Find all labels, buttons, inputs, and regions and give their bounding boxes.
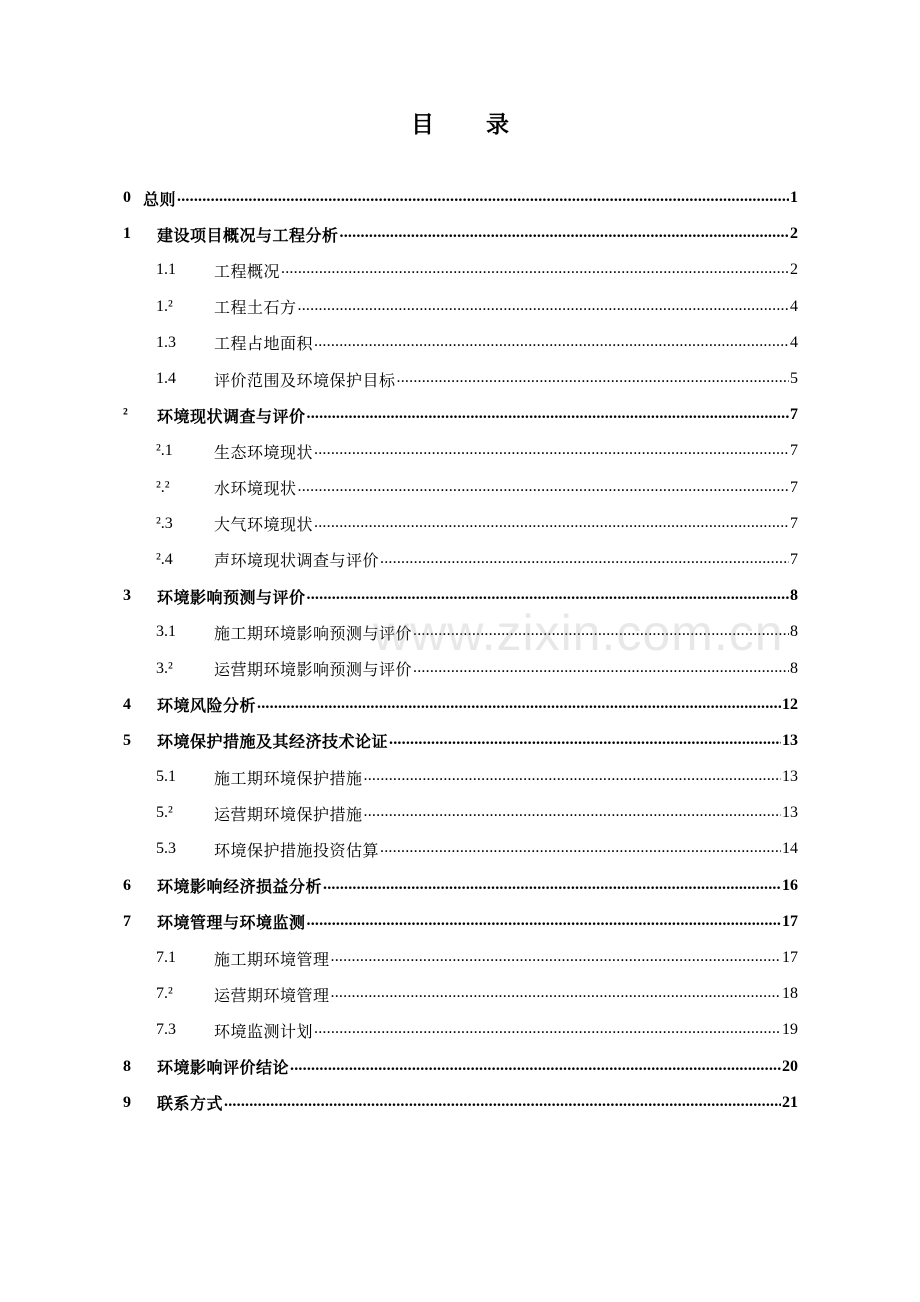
toc-entry-number: 4 [123, 695, 131, 713]
toc-dot-leader [331, 948, 781, 968]
toc-entry[interactable] [122, 687, 798, 723]
toc-entry-page-number: 21 [782, 1093, 798, 1111]
toc-entry-page-number: 19 [782, 1021, 798, 1039]
toc-entry[interactable] [122, 542, 798, 578]
toc-entry-title: 声环境现状调查与评价 [214, 553, 380, 571]
toc-entry-title: 水环境现状 [214, 481, 297, 499]
toc-entry[interactable] [122, 650, 798, 686]
toc-dot-leader [413, 659, 789, 679]
toc-dot-leader [331, 984, 781, 1004]
toc-entry[interactable] [122, 976, 798, 1012]
toc-entry-page-number: 2 [790, 261, 798, 279]
toc-dot-leader [290, 1057, 781, 1077]
toc-entry-page-number: 20 [782, 1057, 798, 1075]
toc-entry-title: 运营期环境影响预测与评价 [214, 662, 413, 680]
toc-dot-leader [307, 586, 789, 606]
toc-entry-title: 环境保护措施投资估算 [214, 842, 380, 860]
toc-entry-title: 大气环境现状 [214, 517, 314, 535]
toc-dot-leader [397, 369, 789, 389]
toc-dot-leader [364, 803, 781, 823]
toc-entry-number: ².² [156, 478, 170, 496]
toc-dot-leader [281, 260, 789, 280]
toc-entry[interactable] [122, 723, 798, 759]
toc-entry[interactable] [122, 868, 798, 904]
toc-entry-title: 工程占地面积 [214, 336, 314, 354]
toc-dot-leader [224, 1093, 781, 1113]
toc-entry-title: 环境影响经济损益分析 [157, 879, 323, 897]
toc-entry[interactable] [122, 1085, 798, 1121]
toc-entry-number: 9 [123, 1093, 131, 1111]
toc-entry-page-number: 2 [790, 225, 798, 243]
page-title: 目 录 [410, 112, 531, 138]
watermark: www.zixin.com.cn [373, 605, 784, 661]
toc-entry-number: 6 [123, 876, 131, 894]
toc-entry-page-number: 17 [782, 949, 798, 967]
toc-entry-page-number: 7 [790, 406, 798, 424]
toc-entry-title: 环境保护措施及其经济技术论证 [157, 734, 389, 752]
toc-dot-leader [380, 839, 781, 859]
toc-entry-page-number: 8 [790, 659, 798, 677]
toc-entry-page-number: 13 [782, 804, 798, 822]
toc-entry-title: 施工期环境影响预测与评价 [214, 625, 413, 643]
toc-entry-page-number: 7 [790, 478, 798, 496]
toc-entry-number: ².3 [156, 514, 173, 532]
toc-entry-number: 1.4 [156, 370, 176, 388]
toc-entry-page-number: 13 [782, 768, 798, 786]
toc-entry-title: 工程土石方 [214, 300, 297, 318]
toc-entry-title: 运营期环境管理 [214, 987, 330, 1005]
toc-entry-number: ² [123, 406, 128, 424]
toc-entry-page-number: 7 [790, 514, 798, 532]
toc-entry-title: 环境影响评价结论 [157, 1060, 290, 1078]
toc-entry-number: 7.² [156, 985, 173, 1003]
toc-entry-page-number: 1 [790, 189, 798, 207]
toc-dot-leader [389, 731, 781, 751]
toc-entry-title: 环境影响预测与评价 [157, 589, 306, 607]
toc-entry-page-number: 17 [782, 912, 798, 930]
toc-entry-page-number: 4 [790, 297, 798, 315]
toc-entry[interactable] [122, 180, 798, 216]
toc-entry-number: 5 [123, 731, 131, 749]
toc-entry[interactable] [122, 361, 798, 397]
toc-entry-number: ².4 [156, 550, 173, 568]
toc-entry[interactable] [122, 1049, 798, 1085]
toc-entry-title: 联系方式 [157, 1096, 224, 1114]
toc-entry[interactable] [122, 397, 798, 433]
toc-entry-title: 工程概况 [214, 263, 281, 281]
toc-entry-number: 1.3 [156, 333, 176, 351]
toc-dot-leader [413, 622, 789, 642]
toc-dot-leader [298, 478, 789, 498]
toc-dot-leader [314, 514, 789, 534]
toc-entry-page-number: 18 [782, 985, 798, 1003]
toc-entry-number: 7.3 [156, 1021, 176, 1039]
toc-entry-number: 8 [123, 1057, 131, 1075]
toc-entry-title: 评价范围及环境保护目标 [214, 372, 396, 390]
toc-entry[interactable] [122, 325, 798, 361]
toc-entry-title: 总则 [143, 191, 177, 209]
toc-dot-leader [323, 876, 781, 896]
toc-entry-number: 3.² [156, 659, 173, 677]
toc-entry-number: 5.1 [156, 768, 176, 786]
toc-entry-title: 环境管理与环境监测 [157, 915, 306, 933]
toc-entry[interactable] [122, 289, 798, 325]
toc-dot-leader [314, 333, 789, 353]
toc-entry-title: 建设项目概况与工程分析 [157, 227, 339, 245]
toc-entry-title: 环境监测计划 [214, 1023, 314, 1041]
toc-entry-number: 1 [123, 225, 131, 243]
toc-entry-page-number: 7 [790, 442, 798, 460]
toc-entry-number: 1.² [156, 297, 173, 315]
toc-dot-leader [307, 405, 789, 425]
toc-dot-leader [257, 695, 781, 715]
toc-entry[interactable] [122, 795, 798, 831]
toc-entry-number: 5.² [156, 804, 173, 822]
toc-entry-number: 1.1 [156, 261, 176, 279]
toc-entry-title: 环境现状调查与评价 [157, 408, 306, 426]
toc-entry-title: 运营期环境保护措施 [214, 806, 363, 824]
toc-entry-page-number: 5 [790, 370, 798, 388]
toc-entry-title: 施工期环境保护措施 [214, 770, 363, 788]
toc-entry-page-number: 14 [782, 840, 798, 858]
toc-entry-number: 5.3 [156, 840, 176, 858]
toc-entry-page-number: 16 [782, 876, 798, 894]
toc-dot-leader [340, 224, 789, 244]
toc-entry[interactable] [122, 252, 798, 288]
toc-entry[interactable] [122, 506, 798, 542]
toc-entry-title: 施工期环境管理 [214, 951, 330, 969]
toc-entry[interactable] [122, 470, 798, 506]
toc-entry[interactable] [122, 831, 798, 867]
toc-entry[interactable] [122, 578, 798, 614]
toc-entry[interactable] [122, 940, 798, 976]
toc-dot-leader [314, 1020, 781, 1040]
toc-entry[interactable] [122, 433, 798, 469]
toc-entry[interactable] [122, 759, 798, 795]
toc-entry[interactable] [122, 614, 798, 650]
toc-dot-leader [177, 188, 789, 208]
toc-dot-leader [380, 550, 789, 570]
toc-entry[interactable] [122, 216, 798, 252]
toc-entry-number: 3.1 [156, 623, 176, 641]
toc-entry-number: ².1 [156, 442, 173, 460]
table-of-contents [122, 180, 798, 1121]
toc-entry[interactable] [122, 1012, 798, 1048]
toc-entry-page-number: 7 [790, 550, 798, 568]
toc-entry-page-number: 8 [790, 587, 798, 605]
toc-dot-leader [298, 297, 789, 317]
toc-entry-number: 3 [123, 587, 131, 605]
toc-entry-number: 7.1 [156, 949, 176, 967]
toc-entry-page-number: 12 [782, 695, 798, 713]
toc-entry-page-number: 4 [790, 333, 798, 351]
toc-entry-title: 生态环境现状 [214, 444, 314, 462]
toc-entry-page-number: 13 [782, 731, 798, 749]
toc-entry-title: 环境风险分析 [157, 698, 257, 716]
toc-entry-number: 7 [123, 912, 131, 930]
toc-dot-leader [364, 767, 781, 787]
toc-entry-page-number: 8 [790, 623, 798, 641]
toc-entry[interactable] [122, 904, 798, 940]
toc-dot-leader [314, 441, 789, 461]
toc-entry-number: 0 [123, 189, 131, 207]
toc-dot-leader [307, 912, 781, 932]
